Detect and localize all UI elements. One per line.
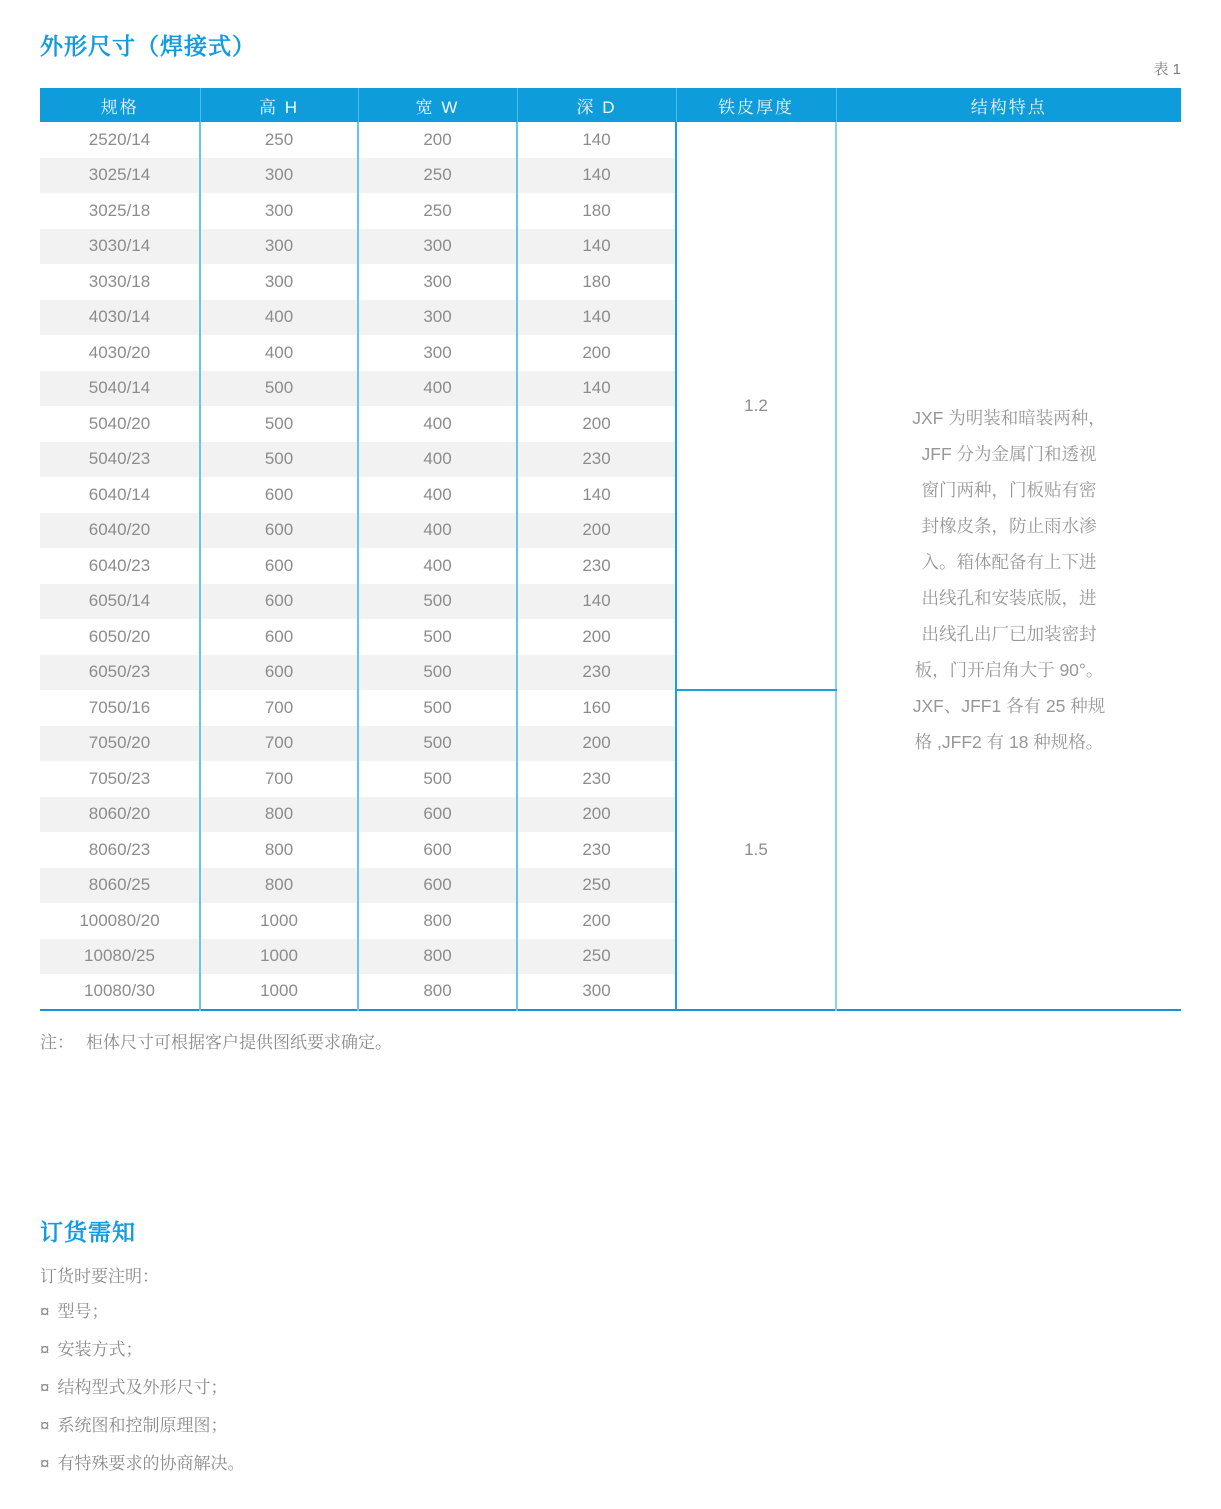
spec-cell: 6050/23 — [40, 655, 200, 691]
order-item-text: 有特殊要求的协商解决。 — [57, 1454, 245, 1473]
column-header-spec: 规格 — [40, 88, 200, 122]
width-cell: 250 — [358, 158, 517, 194]
height-cell: 250 — [200, 122, 358, 158]
depth-cell: 140 — [517, 122, 676, 158]
depth-cell: 230 — [517, 832, 676, 868]
spec-cell: 5040/20 — [40, 406, 200, 442]
spec-cell: 8060/20 — [40, 797, 200, 833]
column-header-thickness: 铁皮厚度 — [676, 88, 836, 122]
width-cell: 500 — [358, 655, 517, 691]
depth-cell: 200 — [517, 726, 676, 762]
height-cell: 500 — [200, 442, 358, 478]
features-line: 出线孔和安装底版，进 — [921, 588, 1097, 609]
table-number-label: 表 1 — [1153, 61, 1181, 78]
features-line: JXF 为明装和暗装两种， — [912, 408, 1106, 429]
width-cell: 300 — [358, 300, 517, 336]
height-cell: 300 — [200, 264, 358, 300]
spec-cell: 6050/20 — [40, 619, 200, 655]
height-cell: 600 — [200, 513, 358, 549]
width-cell: 300 — [358, 229, 517, 265]
features-line: JFF 分为金属门和透视 — [921, 444, 1097, 465]
order-item-text: 安装方式； — [57, 1340, 143, 1359]
height-cell: 300 — [200, 193, 358, 229]
height-cell: 300 — [200, 229, 358, 265]
column-header-depth: 深 D — [517, 88, 676, 122]
order-list-item — [40, 1407, 244, 1445]
width-cell: 400 — [358, 371, 517, 407]
width-cell: 800 — [358, 974, 517, 1010]
order-item-text: 结构型式及外形尺寸； — [57, 1378, 228, 1397]
order-list-item — [40, 1369, 244, 1407]
height-cell: 600 — [200, 655, 358, 691]
features-paragraph — [859, 400, 1159, 760]
width-cell: 800 — [358, 903, 517, 939]
depth-cell: 140 — [517, 371, 676, 407]
depth-cell: 180 — [517, 264, 676, 300]
width-cell: 500 — [358, 726, 517, 762]
height-cell: 800 — [200, 868, 358, 904]
order-list-item — [40, 1445, 244, 1483]
depth-cell: 200 — [517, 903, 676, 939]
height-cell: 500 — [200, 406, 358, 442]
width-cell: 500 — [358, 690, 517, 726]
features-cell — [836, 122, 1181, 1010]
page-title: 外形尺寸（焊接式） — [40, 33, 256, 59]
depth-cell: 200 — [517, 619, 676, 655]
depth-cell: 200 — [517, 335, 676, 371]
height-cell: 1000 — [200, 903, 358, 939]
features-line: 格 ,JFF2 有 18 种规格。 — [914, 732, 1104, 753]
width-cell: 500 — [358, 761, 517, 797]
column-header-width: 宽 W — [358, 88, 517, 122]
spec-cell: 4030/14 — [40, 300, 200, 336]
height-cell: 800 — [200, 797, 358, 833]
width-cell: 300 — [358, 264, 517, 300]
width-cell: 300 — [358, 335, 517, 371]
height-cell: 600 — [200, 477, 358, 513]
bullet-icon: ¤ — [40, 1340, 50, 1359]
table-note — [40, 1028, 392, 1053]
bullet-icon: ¤ — [40, 1378, 50, 1397]
height-cell: 600 — [200, 584, 358, 620]
spec-cell: 6050/14 — [40, 584, 200, 620]
width-cell: 600 — [358, 797, 517, 833]
order-intro: 订货时要注明： — [40, 1267, 159, 1286]
spec-cell: 5040/14 — [40, 371, 200, 407]
spec-cell: 7050/16 — [40, 690, 200, 726]
features-line: JXF、JFF1 各有 25 种规 — [912, 696, 1106, 717]
bullet-icon: ¤ — [40, 1454, 50, 1473]
spec-cell: 6040/14 — [40, 477, 200, 513]
bullet-icon: ¤ — [40, 1416, 50, 1435]
height-cell: 300 — [200, 158, 358, 194]
order-item-text: 型号； — [57, 1302, 109, 1321]
spec-cell: 7050/23 — [40, 761, 200, 797]
spec-cell: 8060/25 — [40, 868, 200, 904]
features-line: 入。箱体配备有上下进 — [921, 552, 1097, 573]
features-line: 板，门开启角大于 90°。 — [914, 660, 1104, 681]
depth-cell: 180 — [517, 193, 676, 229]
width-cell: 400 — [358, 406, 517, 442]
table-header-row — [40, 88, 1181, 122]
column-header-height: 高 H — [200, 88, 358, 122]
order-item-text: 系统图和控制原理图； — [57, 1416, 228, 1435]
height-cell: 1000 — [200, 974, 358, 1010]
table-row — [40, 122, 1181, 158]
height-cell: 400 — [200, 335, 358, 371]
features-line: 出线孔出厂已加装密封 — [921, 624, 1097, 645]
depth-cell: 250 — [517, 868, 676, 904]
height-cell: 600 — [200, 619, 358, 655]
width-cell: 600 — [358, 832, 517, 868]
spec-cell: 100080/20 — [40, 903, 200, 939]
note-label: 注： — [40, 1033, 74, 1052]
depth-cell: 230 — [517, 655, 676, 691]
spec-cell: 6040/23 — [40, 548, 200, 584]
spec-cell: 10080/25 — [40, 939, 200, 975]
spec-cell: 3025/14 — [40, 158, 200, 194]
height-cell: 700 — [200, 690, 358, 726]
depth-cell: 160 — [517, 690, 676, 726]
width-cell: 400 — [358, 442, 517, 478]
height-cell: 1000 — [200, 939, 358, 975]
column-header-features: 结构特点 — [836, 88, 1181, 122]
depth-cell: 140 — [517, 584, 676, 620]
depth-cell: 300 — [517, 974, 676, 1010]
depth-cell: 200 — [517, 406, 676, 442]
depth-cell: 140 — [517, 158, 676, 194]
order-section-title: 订货需知 — [40, 1219, 136, 1245]
order-requirements-list — [40, 1293, 244, 1483]
spec-cell: 7050/20 — [40, 726, 200, 762]
spec-cell: 4030/20 — [40, 335, 200, 371]
dimensions-table — [40, 88, 1181, 1011]
depth-cell: 230 — [517, 548, 676, 584]
spec-cell: 8060/23 — [40, 832, 200, 868]
width-cell: 500 — [358, 584, 517, 620]
spec-cell: 3030/14 — [40, 229, 200, 265]
order-list-item — [40, 1293, 244, 1331]
depth-cell: 200 — [517, 513, 676, 549]
width-cell: 400 — [358, 477, 517, 513]
width-cell: 400 — [358, 548, 517, 584]
height-cell: 700 — [200, 761, 358, 797]
depth-cell: 230 — [517, 442, 676, 478]
depth-cell: 230 — [517, 761, 676, 797]
thickness-cell: 1.2 — [676, 122, 836, 690]
spec-cell: 3025/18 — [40, 193, 200, 229]
thickness-cell: 1.5 — [676, 690, 836, 1010]
width-cell: 250 — [358, 193, 517, 229]
bullet-icon: ¤ — [40, 1302, 50, 1321]
depth-cell: 250 — [517, 939, 676, 975]
spec-cell: 6040/20 — [40, 513, 200, 549]
depth-cell: 140 — [517, 300, 676, 336]
width-cell: 400 — [358, 513, 517, 549]
height-cell: 700 — [200, 726, 358, 762]
spec-cell: 5040/23 — [40, 442, 200, 478]
spec-cell: 3030/18 — [40, 264, 200, 300]
features-line: 封橡皮条，防止雨水渗 — [921, 516, 1097, 537]
depth-cell: 140 — [517, 229, 676, 265]
order-list-item — [40, 1331, 244, 1369]
height-cell: 800 — [200, 832, 358, 868]
width-cell: 600 — [358, 868, 517, 904]
height-cell: 600 — [200, 548, 358, 584]
depth-cell: 140 — [517, 477, 676, 513]
width-cell: 800 — [358, 939, 517, 975]
height-cell: 500 — [200, 371, 358, 407]
width-cell: 500 — [358, 619, 517, 655]
spec-cell: 2520/14 — [40, 122, 200, 158]
features-line: 窗门两种，门板贴有密 — [921, 480, 1097, 501]
depth-cell: 200 — [517, 797, 676, 833]
note-text: 柜体尺寸可根据客户提供图纸要求确定。 — [86, 1033, 392, 1052]
width-cell: 200 — [358, 122, 517, 158]
spec-cell: 10080/30 — [40, 974, 200, 1010]
height-cell: 400 — [200, 300, 358, 336]
